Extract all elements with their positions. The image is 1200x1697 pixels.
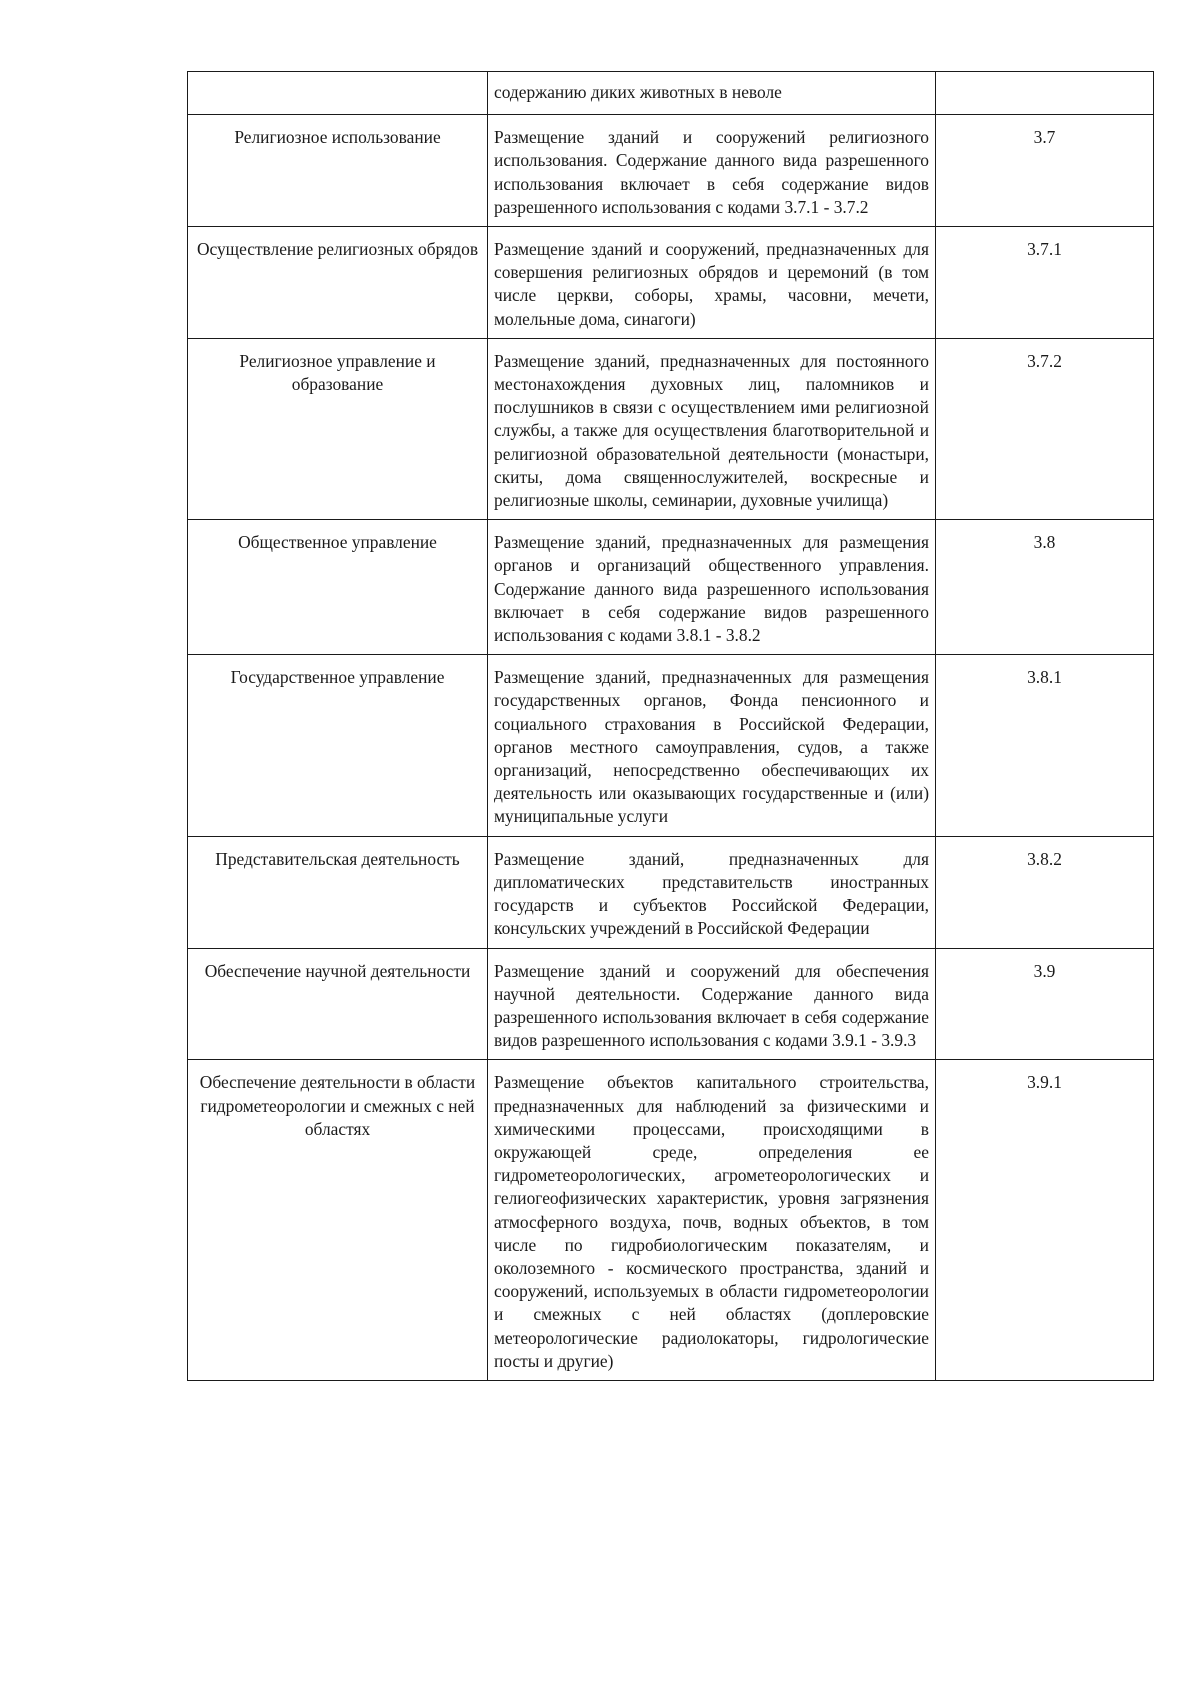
table-row (188, 338, 1154, 519)
use-name-cell: Религиозное использование (188, 115, 488, 227)
use-description-cell: Размещение зданий и сооружений для обеспечения научной деятельности. Содержание данного вида разрешенного использования включает в себя содержание видов разрешенного использования с кодами 3.9.1 - 3.9.3 (488, 948, 936, 1060)
land-use-table (187, 71, 1154, 1381)
table-row (188, 1060, 1154, 1381)
use-name-cell: Осуществление религиозных обрядов (188, 227, 488, 339)
table-row (188, 836, 1154, 948)
use-name-cell (188, 72, 488, 115)
use-description-cell: Размещение зданий, предназначенных для размещения государственных органов, Фонда пенсионного и социального страхования в Российской Федерации, органов местного самоуправления, судов, а также организаций, непосредственно обеспечивающих их деятельность или оказывающих государственные и (или) муниципальные услуги (488, 655, 936, 836)
table-row (188, 948, 1154, 1060)
use-description-cell: Размещение зданий, предназначенных для размещения органов и организаций общественного управления. Содержание данного вида разрешенного использования включает в себя содержание видов разрешенного использования с кодами 3.8.1 - 3.8.2 (488, 520, 936, 655)
use-name-cell: Обеспечение научной деятельности (188, 948, 488, 1060)
use-code-cell (936, 72, 1154, 115)
use-description-cell: содержанию диких животных в неволе (488, 72, 936, 115)
use-code-cell: 3.9.1 (936, 1060, 1154, 1381)
table-row (188, 115, 1154, 227)
use-code-cell: 3.7 (936, 115, 1154, 227)
use-code-cell: 3.9 (936, 948, 1154, 1060)
use-code-cell: 3.8.2 (936, 836, 1154, 948)
use-name-cell: Представительская деятельность (188, 836, 488, 948)
table-row (188, 520, 1154, 655)
use-code-cell: 3.7.1 (936, 227, 1154, 339)
table-row (188, 72, 1154, 115)
table-row (188, 655, 1154, 836)
use-description-cell: Размещение зданий, предназначенных для постоянного местонахождения духовных лиц, паломников и послушников в связи с осуществлением ими религиозной службы, а также для осуществления благотворительной и религиозной образовательной деятельности (монастыри, скиты, дома священнослужителей, воскресные и религиозные школы, семинарии, духовные училища) (488, 338, 936, 519)
use-name-cell: Обеспечение деятельности в области гидрометеорологии и смежных с ней областях (188, 1060, 488, 1381)
use-description-cell: Размещение зданий, предназначенных для дипломатических представительств иностранных государств и субъектов Российской Федерации, консульских учреждений в Российской Федерации (488, 836, 936, 948)
use-description-cell: Размещение зданий и сооружений религиозного использования. Содержание данного вида разрешенного использования включает в себя содержание видов разрешенного использования с кодами 3.7.1 - 3.7.2 (488, 115, 936, 227)
use-description-cell: Размещение объектов капитального строительства, предназначенных для наблюдений за физическими и химическими процессами, происходящими в окружающей среде, определения ее гидрометеорологических, агрометеорологических и гелиогеофизических характеристик, уровня загрязнения атмосферного воздуха, почв, водных объектов, в том числе по гидробиологическим показателям, и околоземного - космического пространства, зданий и сооружений, используемых в области гидрометеорологии и смежных с ней областях (доплеровские метеорологические радиолокаторы, гидрологические посты и другие) (488, 1060, 936, 1381)
use-name-cell: Общественное управление (188, 520, 488, 655)
use-code-cell: 3.8 (936, 520, 1154, 655)
use-code-cell: 3.8.1 (936, 655, 1154, 836)
use-code-cell: 3.7.2 (936, 338, 1154, 519)
use-description-cell: Размещение зданий и сооружений, предназначенных для совершения религиозных обрядов и церемоний (в том числе церкви, соборы, храмы, часовни, мечети, молельные дома, синагоги) (488, 227, 936, 339)
table-row (188, 227, 1154, 339)
use-name-cell: Религиозное управление и образование (188, 338, 488, 519)
use-name-cell: Государственное управление (188, 655, 488, 836)
